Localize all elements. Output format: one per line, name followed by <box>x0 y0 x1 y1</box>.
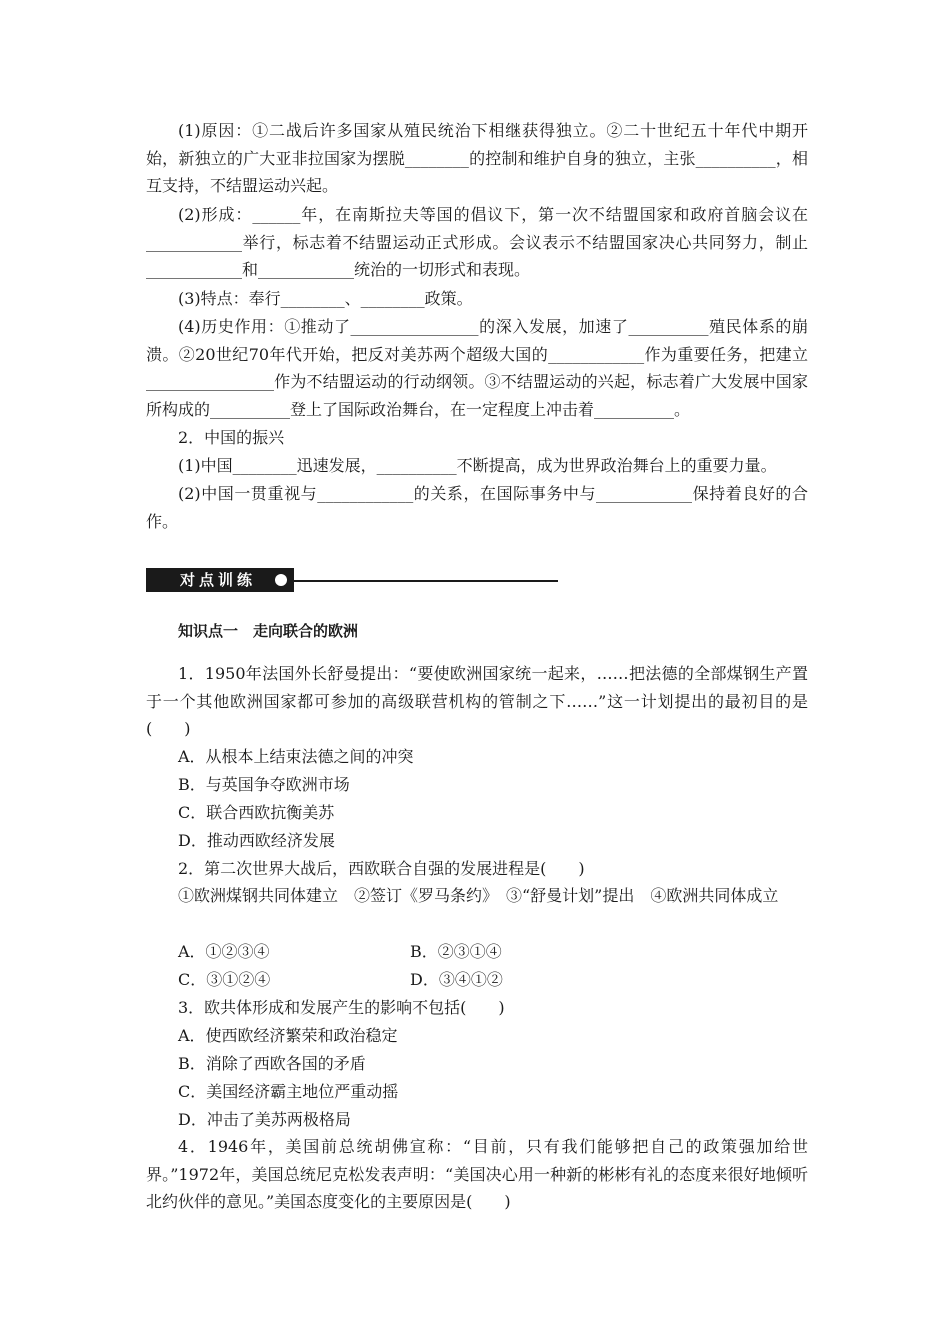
question-2-option-d: D．③④①② <box>410 970 503 989</box>
question-1-option-c: C．联合西欧抗衡美苏 <box>178 803 335 822</box>
question-1-option-a: A．从根本上结束法德之间的冲突 <box>178 747 414 766</box>
question-3-option-a: A．使西欧经济繁荣和政治稳定 <box>178 1026 398 1045</box>
knowledge-point-heading: 知识点一 走向联合的欧洲 <box>178 622 359 640</box>
question-2-option-a: A．①②③④ <box>178 942 270 961</box>
question-2-option-c: C．③①②④ <box>178 970 271 989</box>
question-1-option-d: D．推动西欧经济发展 <box>178 831 335 850</box>
section-banner <box>146 568 558 592</box>
question-2-stem: 2．第二次世界大战后，西欧联合自强的发展进程是( ) <box>178 859 585 878</box>
question-3-option-c: C．美国经济霸主地位严重动摇 <box>178 1082 399 1101</box>
question-3-option-d: D．冲击了美苏两极格局 <box>178 1110 351 1129</box>
section-label: 对点训练 <box>180 571 257 589</box>
bullet-dot-icon <box>275 574 287 586</box>
question-4-stem: 4．1946年，美国前总统胡佛宣称：“目前，只有我们能够把自己的政策强加给世界。”1972年，美国总统尼克松发表声明：“美国决心用一种新的彬彬有礼的态度来很好地倾听北约伙伴的意见。”美国态度变化的主要原因是( ) <box>146 1137 808 1212</box>
heading-china-rise: 2．中国的振兴 <box>178 428 285 447</box>
question-3-option-b: B．消除了西欧各国的矛盾 <box>178 1054 366 1073</box>
paragraph-features: (3)特点：奉行________、________政策。 <box>178 289 473 308</box>
paragraph-historical-role: (4)历史作用：①推动了________________的深入发展，加速了__________殖民体系的崩溃。②20世纪70年代开始，把反对美苏两个超级大国的____________作为重要任务，把建立________________作为不结盟运动的行动纲领。③不结盟运动的兴起，标志着广大发展中国家所构成的__________登上了国际政治舞台，在一定程度上冲击着__________。 <box>146 317 808 419</box>
paragraph-china-2: (2)中国一贯重视与____________的关系，在国际事务中与____________保持着良好的合作。 <box>146 484 808 531</box>
question-1-option-b: B．与英国争夺欧洲市场 <box>178 775 350 794</box>
paragraph-cause: (1)原因：①二战后许多国家从殖民统治下相继获得独立。②二十世纪五十年代中期开始，新独立的广大亚非拉国家为摆脱________的控制和维护自身的独立，主张__________，相互支持，不结盟运动兴起。 <box>146 121 808 196</box>
question-1-stem: 1．1950年法国外长舒曼提出：“要使欧洲国家统一起来，……把法德的全部煤钢生产置于一个其他欧洲国家都可参加的高级联营机构的管制之下……”这一计划提出的最初目的是( ) <box>146 664 808 739</box>
section-rule <box>294 580 558 582</box>
question-2-items: ①欧洲煤钢共同体建立 ②签订《罗马条约》 ③“舒曼计划”提出 ④欧洲共同体成立 <box>178 886 779 905</box>
question-3-stem: 3．欧共体形成和发展产生的影响不包括( ) <box>178 998 505 1017</box>
question-2-option-b: B．②③①④ <box>410 942 502 961</box>
paragraph-formation: (2)形成：______年，在南斯拉夫等国的倡议下，第一次不结盟国家和政府首脑会议在____________举行，标志着不结盟运动正式形成。会议表示不结盟国家决心共同努力，制止____________和____________统治的一切形式和表现。 <box>146 205 808 280</box>
paragraph-china-1: (1)中国________迅速发展，__________不断提高，成为世界政治舞台上的重要力量。 <box>178 456 777 475</box>
